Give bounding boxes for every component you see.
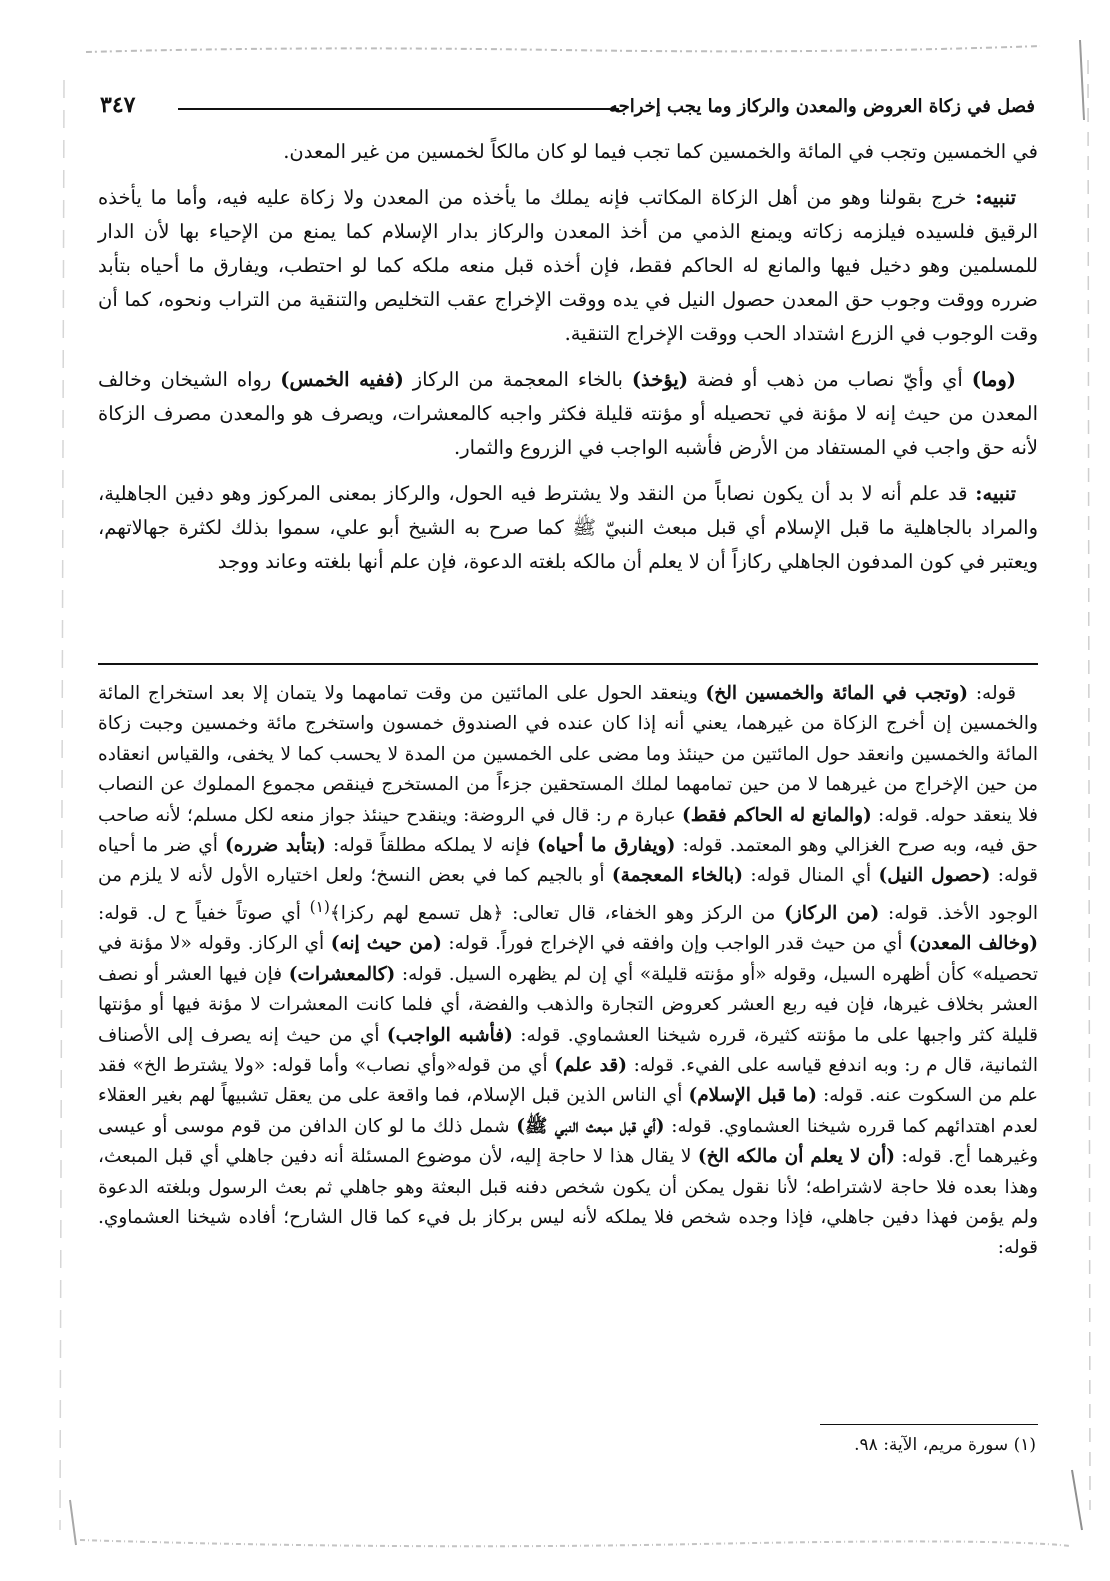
header-rule [178, 108, 619, 110]
page-number: ٣٤٧ [100, 92, 136, 118]
commentary-text [98, 679, 1038, 1264]
footnote-rule [820, 1424, 1038, 1425]
commentary-text-run: أي ضر ما أحياه قوله: [98, 835, 1038, 887]
commentary-text-run: من الركز وهو الخفاء، قال تعالى: ﴿هل تسمع لهم ركزا﴾ [329, 903, 785, 924]
quoted-term: (من حيث إنه) [330, 933, 442, 955]
quoted-term: (بتأبد ضرره) [224, 835, 326, 857]
main-paragraph-4-text: قد علم أنه لا بد أن يكون نصاباً من النقد ولا يشترط فيه الحول، والركاز بمعنى المركوز وهو دفين الجاهلية، والمراد بالجاهلية ما قبل الإسلام أي قبل مبعث النبيّ ﷺ كما صرح به الشيخ أبو علي، سموا بذلك لكثرة جهالاتهم، ويعتبر في كون المدفون الجاهلي ركازاً أن لا يعلم أن مالكه بلغته الدعوة، فإن علم أنها بلغته وعاند ووجد [98, 482, 1038, 573]
matn-term: (يؤخذ) [631, 368, 689, 391]
main-paragraph-1-text: في الخمسين وتجب في المائة والخمسين كما تجب فيما لو كان مالكاً لخمسين من غير المعدن. [283, 140, 1038, 163]
notice-label: تنبيه: [975, 482, 1016, 505]
main-paragraph-3-text: أي وأيّ نصاب من ذهب أو فضة [688, 368, 972, 391]
quoted-term: (وتجب في المائة والخمسين الخ) [705, 683, 969, 704]
matn-term: (وما) [971, 368, 1017, 391]
commentary-text-run: أي المنال قوله: [743, 865, 879, 887]
commentary-text-run: لا يقال هذا لا حاجة إليه، لأن موضوع المسئلة أنه دفين جاهلي أي قبل المبعث، وهذا بعده فلا حاجة لاشتراطه؛ لأنا نقول يمكن أن يكون شخص دفنه قبل البعثة وهو جاهلي ثم بعث الرسول وبلغته الدعوة ولم يؤمن فهذا دفين جاهلي، فإذا وجده شخص فلا يملكه لأنه ليس بركاز بل فيء كما قال الشارح؛ أفاده شيخنا العشماوي. قوله: [98, 1146, 1038, 1259]
notice-label: تنبيه: [975, 186, 1016, 209]
commentary-text-run: أي صوتاً خفياً ح ل. قوله: [98, 903, 310, 924]
quoted-term: (ويفارق ما أحياه) [537, 835, 676, 857]
commentary-separator-rule [98, 663, 1038, 665]
main-paragraph-4 [98, 477, 1038, 579]
quoted-term: (أي قبل مبعث النبي ﷺ) [516, 1115, 665, 1137]
quoted-term: (أن لا يعلم أن مالكه الخ) [697, 1146, 895, 1168]
main-text [98, 135, 1038, 591]
main-paragraph-2 [98, 181, 1038, 351]
commentary-text-run: أو بالجيم كما في بعض النسخ؛ ولعل اختياره الأول لأنه لا يلزم من الوجود الأخذ. قوله: [98, 865, 1038, 924]
commentary-text-run: أي من قوله«وأي نصاب» وأما قوله: «ولا يشترط الخ» فقد علم من السكوت عنه. قوله: [98, 1055, 1038, 1107]
footnote [600, 1432, 1036, 1458]
matn-term: (ففيه الخمس) [280, 368, 404, 391]
main-paragraph-1 [98, 135, 1038, 169]
commentary-text-run: أي الناس الذين قبل الإسلام، فما واقعة على من يعقل تشبيهاً لهم بغير العقلاء لعدم اهتدائهم كما قرره شيخنا العشماوي. قوله: [98, 1085, 1038, 1137]
footnote-number: (١) [1013, 1435, 1036, 1455]
chapter-title: فصل في زكاة العروض والمعدن والركاز وما يجب إخراجه [608, 96, 1035, 117]
quoted-term: (حصول النيل) [878, 865, 991, 887]
main-paragraph-3 [98, 363, 1038, 465]
footnote-marker: (١) [309, 897, 330, 916]
commentary-text-run: وينعقد الحول على المائتين من وقت تمامهما ولا يتمان إلا بعد استخراج المائة والخمسين إن أخرج الزكاة من غيرهما، يعني أنه إذا كان عنده في الصندوق خمسون واستخرج مائة وخمسين وجبت زكاة المائة والخمسين وانعقد حول المائتين من حينئذ وما مضى على الخمسين من المدة لا يحسب كما لا يخفى، والقياس انعقاده من حين الإخراج من غيرهما لا من حين تمامهما لملك المستحقين جزءاً من المستخرج فينقص مجموع المملوك عن النصاب فلا ينعقد حوله. قوله: [98, 683, 1038, 826]
main-paragraph-3-text: بالخاء المعجمة من الركاز [403, 368, 632, 391]
quoted-term: (والمانع له الحاكم فقط) [682, 804, 872, 826]
commentary-text-run: قوله: [968, 683, 1017, 704]
quoted-term: (بالخاء المعجمة) [611, 865, 743, 887]
commentary-text-run: أي الركاز. وقوله «لا مؤنة في تحصيله» كأن أظهره السيل، وقوله «أو مؤنته قليلة» أي إن لم يظهره السيل. قوله: [98, 933, 1039, 985]
quoted-term: (فأشبه الواجب) [386, 1024, 513, 1046]
quoted-term: (من الركاز) [784, 903, 880, 924]
quoted-term: (كالمعشرات) [288, 963, 396, 985]
running-header [100, 92, 1035, 124]
main-paragraph-3-text: رواه الشيخان وخالف المعدن من حيث إنه لا مؤنة في تحصيله أو مؤنته قليلة فكثر واجبه كالمعشرات، ويصرف هو والمعدن مصرف الزكاة لأنه حق واجب في المستفاد من الأرض فأشبه الواجب في الزروع والثمار. [98, 368, 1038, 459]
commentary-text-run: شمل ذلك ما لو كان الدافن من قوم موسى أو عيسى وغيرهما أج. قوله: [98, 1115, 1039, 1168]
quoted-term: (قد علم) [554, 1055, 627, 1077]
commentary-text-run: أي من حيث إنه يصرف إلى الأصناف الثمانية، قال م ر: وبه اندفع قياسه على الفيء. قوله: [98, 1024, 1038, 1077]
commentary-paragraph [98, 679, 1038, 1264]
footnote-text: سورة مريم، الآية: ٩٨. [854, 1435, 1014, 1455]
quoted-term: (ما قبل الإسلام) [688, 1085, 817, 1107]
main-paragraph-2-text: خرج بقولنا وهو من أهل الزكاة المكاتب فإنه يملك ما يأخذه من المعدن ولا زكاة عليه فيه، وأما ما يأخذه الرقيق فلسيده فيلزمه زكاته ويمنع الذمي من أخذ المعدن والركاز بدار الإسلام كما يمنع من الإحياء بها لأن الدار للمسلمين وهو دخيل فيها والمانع له الحاكم فقط، فإن أخذه قبل منعه ملكه كما لو احتطب، ويفارق ما أحياه بتأبد ضرره ووقت وجوب حق المعدن حصول النيل في يده ووقت الإخراج عقب التخليص والتنقية من التراب ونحوه، كما أن وقت الوجوب في الزرع اشتداد الحب ووقت الإخراج التنقية. [98, 186, 1038, 345]
commentary-text-run: عبارة م ر: قال في الروضة: وينقدح حينئذ جواز منعه لكل مسلم؛ لأنه صاحب حق فيه، وبه صرح الغزالي وهو المعتمد. قوله: [98, 804, 1038, 857]
commentary-text-run: أي من حيث قدر الواجب وإن وافقه في الإخراج فوراً. قوله: [441, 933, 909, 955]
commentary-text-run: فإنه لا يملكه مطلقاً قوله: [325, 835, 538, 857]
quoted-term: (وخالف المعدن) [908, 933, 1039, 955]
commentary-text-run: فإن فيها العشر أو نصف العشر بخلاف غيرها، فإن فيه ربع العشر كعروض التجارة والذهب والفضة، أي فلما كانت المعشرات لا مؤنة فيها أو مؤنتها قليلة كثر واجبها على ما مؤنته كثيرة، قرره شيخنا العشماوي. قوله: [98, 963, 1038, 1046]
